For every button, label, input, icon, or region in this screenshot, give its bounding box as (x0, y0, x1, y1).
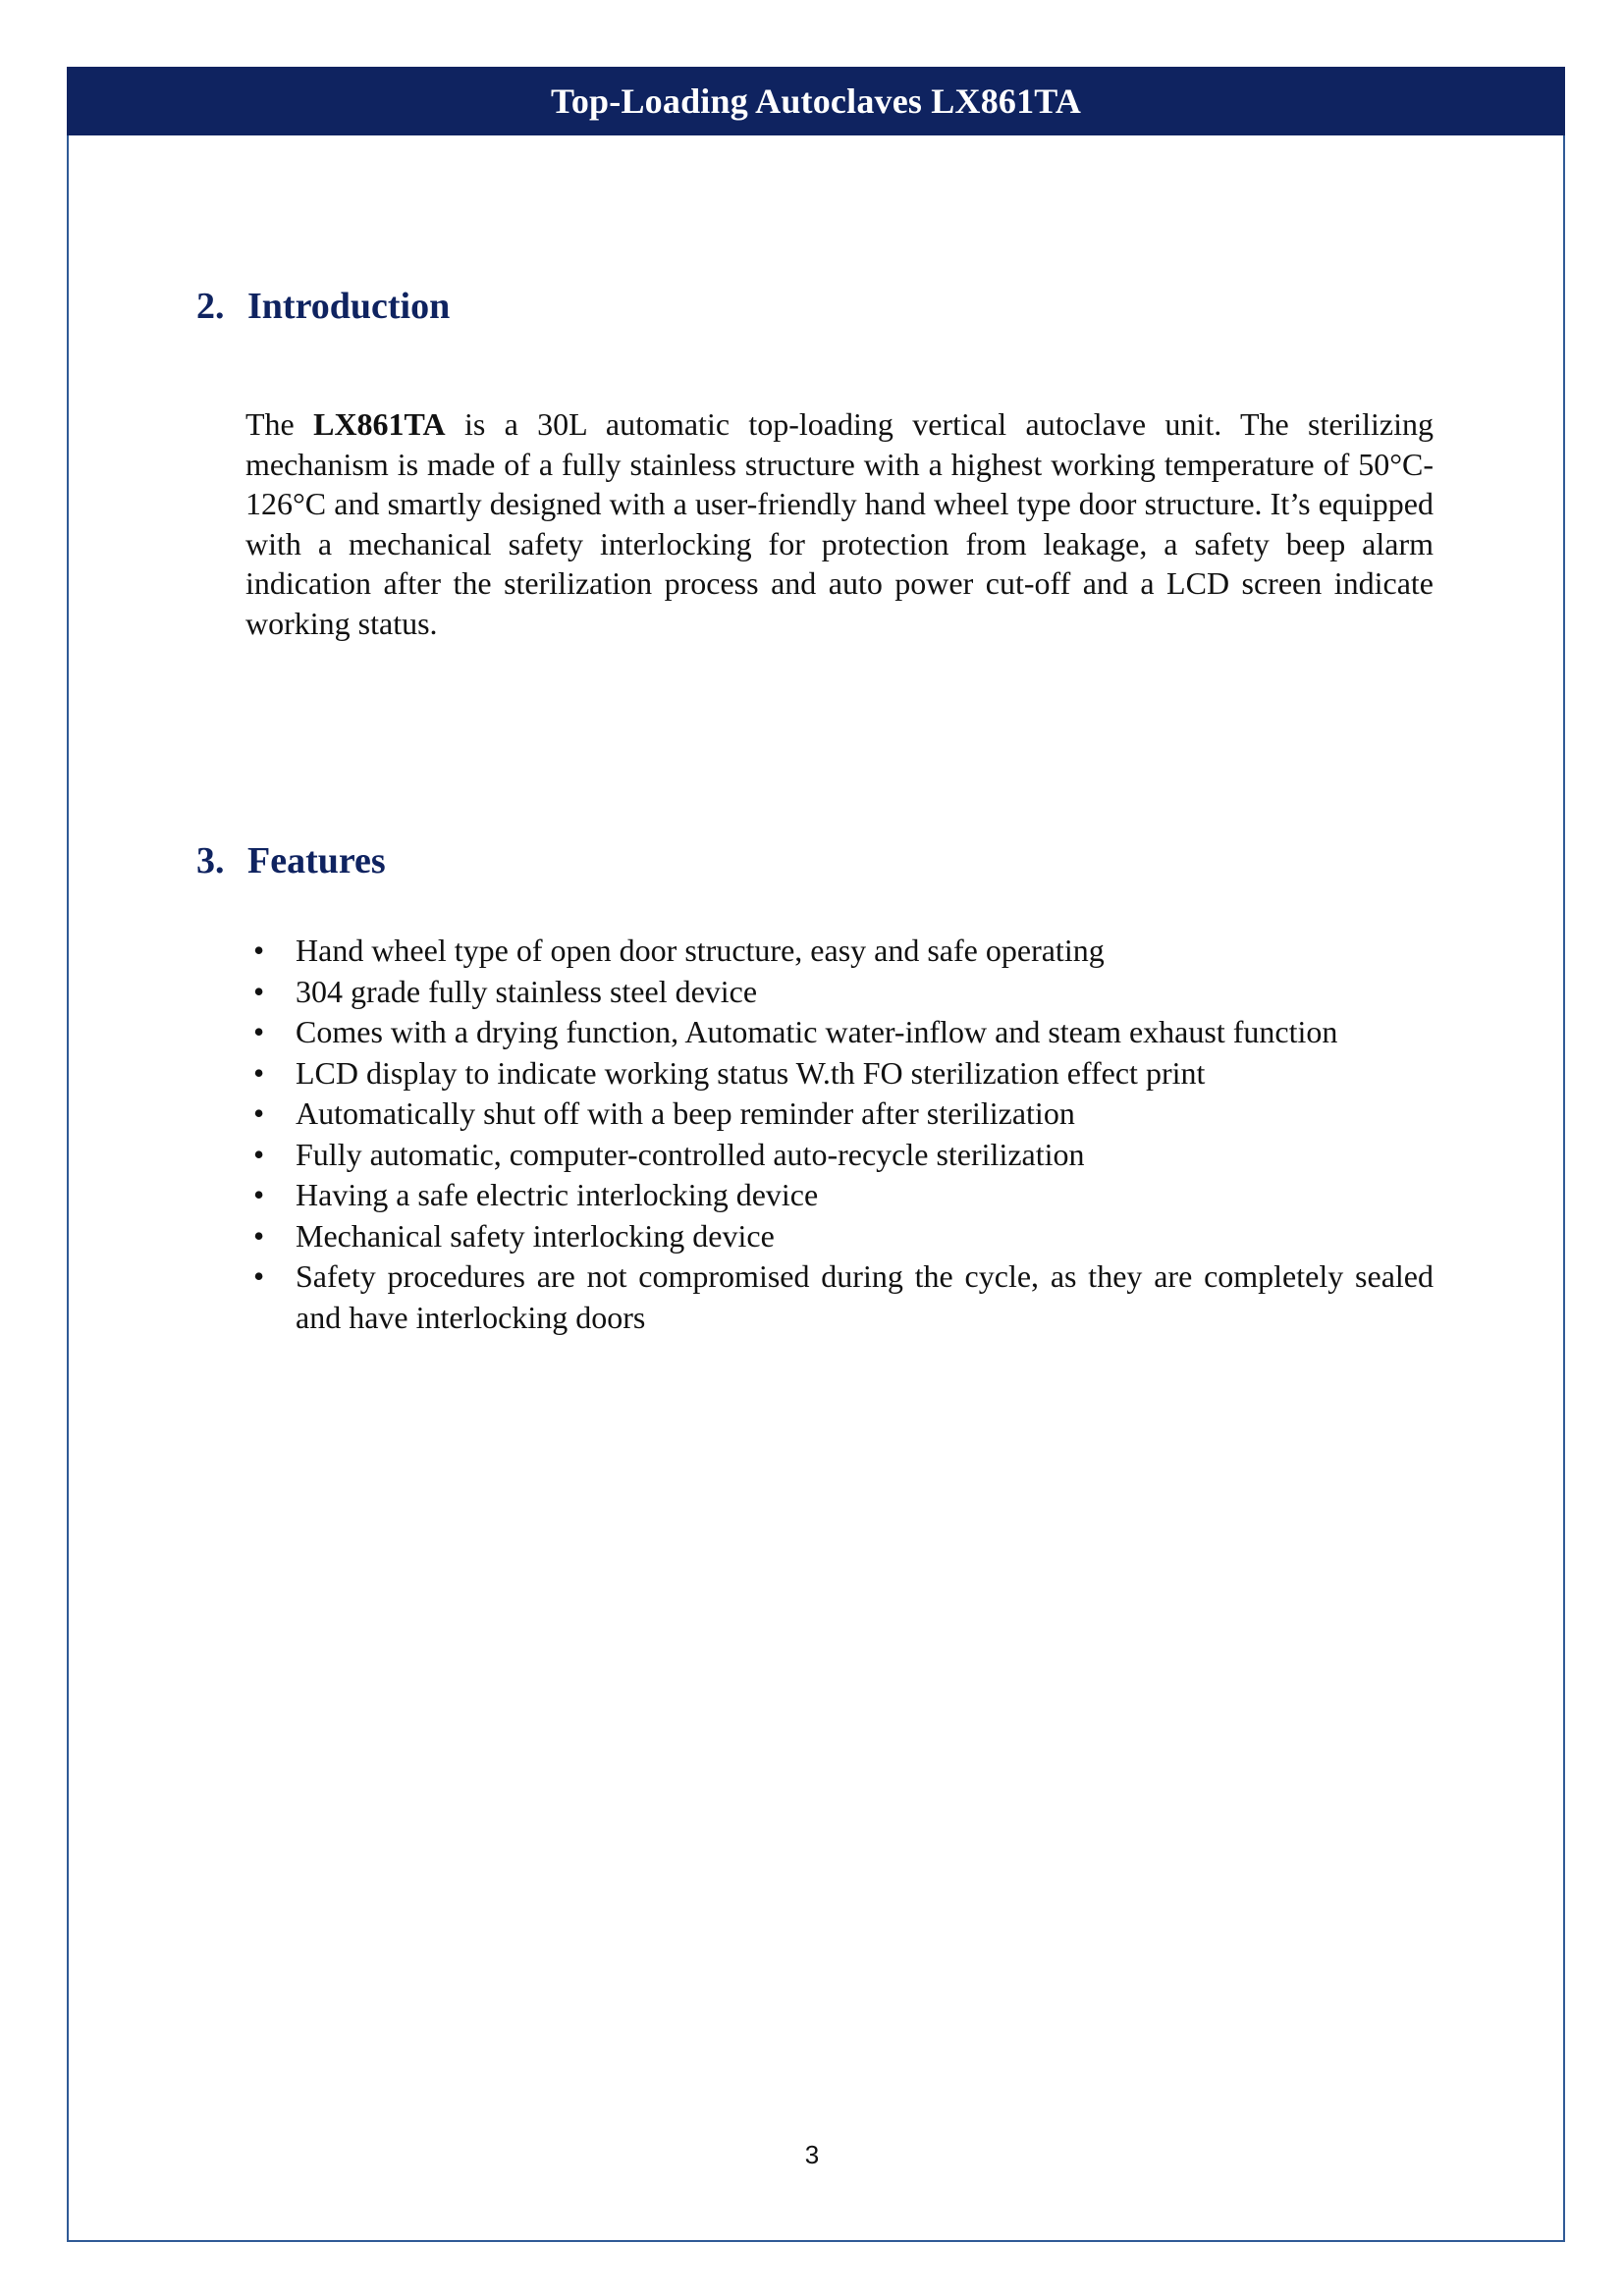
feature-item (245, 1256, 1434, 1338)
feature-text: Mechanical safety interlocking device (296, 1217, 775, 1254)
feature-text: Having a safe electric interlocking device (296, 1177, 819, 1212)
intro-text-body: is a 30L automatic top-loading vertical autoclave unit. The sterilizing mechanism is made of a fully stainless structure with a highest working temperature of 50°C-126°C and smartly designed with a user-friendly hand wheel type door structure. It’s equipped with a mechanical safety interlocking for protection from leakage, a safety beep alarm indication after the sterilization process and auto power cut-off and a LCD screen indicate working status. (245, 406, 1435, 641)
features-heading (196, 839, 386, 882)
feature-item (245, 1135, 1434, 1176)
feature-text: Comes with a drying function, Automatic water-inflow and steam exhaust function (296, 1014, 1338, 1049)
feature-item (245, 1053, 1434, 1095)
document-title: Top-Loading Autoclaves LX861TA (550, 81, 1082, 121)
bullet-icon: • (253, 1258, 265, 1294)
bullet-icon: • (253, 933, 265, 968)
introduction-number: 2. (196, 286, 225, 327)
bullet-icon: • (253, 1095, 265, 1131)
feature-text: Fully automatic, computer-controlled auto-recycle sterilization (296, 1136, 1085, 1172)
bullet-icon: • (253, 973, 265, 1009)
introduction-heading (196, 285, 450, 328)
feature-text: Automatically shut off with a beep reminder after sterilization (296, 1095, 1075, 1131)
introduction-title: Introduction (247, 286, 451, 327)
features-title: Features (247, 840, 386, 881)
intro-text-prefix: The (245, 406, 314, 442)
feature-item (245, 1094, 1434, 1135)
bullet-icon: • (253, 1054, 265, 1091)
bullet-icon: • (253, 1217, 265, 1254)
bullet-icon: • (253, 1014, 265, 1049)
feature-text: LCD display to indicate working status W.th FO sterilization effect print (296, 1054, 1206, 1091)
feature-item (245, 931, 1434, 972)
intro-model-name: LX861TA (313, 406, 446, 442)
feature-text: Safety procedures are not compromised during the cycle, as they are completely sealed and have interlocking doors (296, 1258, 1434, 1335)
introduction-paragraph (245, 404, 1434, 643)
feature-item (245, 1216, 1434, 1257)
feature-text: 304 grade fully stainless steel device (296, 973, 758, 1009)
bullet-icon: • (253, 1177, 265, 1212)
feature-item (245, 972, 1434, 1013)
header-bar (67, 67, 1565, 135)
feature-item (245, 1175, 1434, 1216)
features-list (245, 931, 1434, 1338)
bullet-icon: • (253, 1136, 265, 1172)
page-number: 3 (804, 2140, 820, 2169)
feature-text: Hand wheel type of open door structure, easy and safe operating (296, 933, 1105, 968)
features-number: 3. (196, 840, 225, 881)
feature-item (245, 1012, 1434, 1053)
